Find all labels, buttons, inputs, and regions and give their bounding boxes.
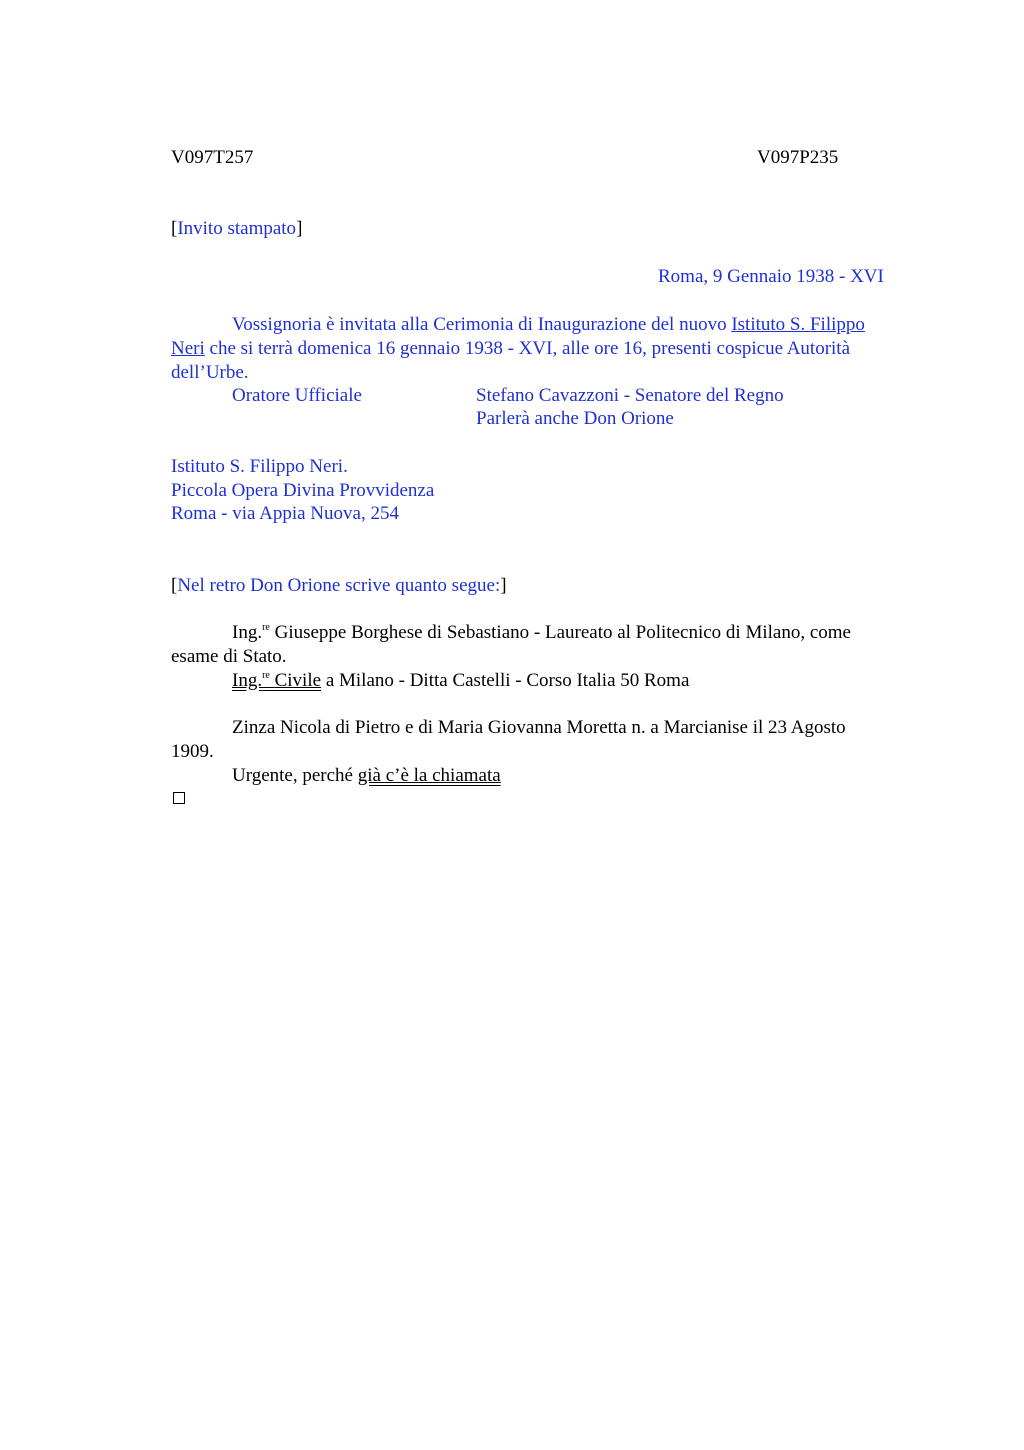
civile-word: Civile: [274, 670, 322, 691]
invite-institute-link-part2: Neri: [171, 338, 205, 359]
also-speaks: Parlerà anche Don Orione: [476, 408, 674, 429]
end-marker-box-icon: [173, 792, 185, 804]
invite-body-line2: [171, 337, 850, 361]
back-label-text: Nel retro Don Orione scrive quanto segue:: [177, 575, 501, 596]
back-line1-rest: Giuseppe Borghese di Sebastiano - Laureato al Politecnico di Milano, come: [269, 622, 851, 643]
invite-body-line3: dell’Urbe.: [171, 362, 249, 383]
back-line6: [232, 764, 501, 788]
address-line1: Istituto S. Filippo Neri.: [171, 456, 348, 477]
back-line1: [232, 621, 851, 645]
invite-body-line1-pre: Vossignoria è invitata alla Cerimonia di Inaugurazione del nuovo: [232, 314, 732, 335]
back-line2: esame di Stato.: [171, 646, 287, 667]
address-line2: Piccola Opera Divina Provvidenza: [171, 480, 435, 501]
back-line4: Zinza Nicola di Pietro e di Maria Giovanna Moretta n. a Marcianise il 23 Agosto: [232, 717, 846, 738]
orator-name: Stefano Cavazzoni - Senatore del Regno: [476, 385, 784, 406]
left-code: V097T257: [171, 147, 254, 168]
ing-civile-underlined: [232, 670, 321, 691]
right-code: V097P235: [757, 147, 839, 168]
invite-institute-link-part1: Istituto S. Filippo: [731, 314, 865, 335]
back-line5: 1909.: [171, 741, 214, 762]
ing-sup: re: [262, 622, 270, 633]
address-line3: Roma - via Appia Nuova, 254: [171, 503, 399, 524]
invite-body-line1: [232, 313, 865, 337]
back-line3: [232, 669, 689, 693]
invite-date: Roma, 9 Gennaio 1938 - XVI: [658, 266, 884, 287]
invite-label-text: Invito stampato: [177, 218, 297, 239]
back-line6-underlined: già c’è la chiamata: [357, 765, 501, 786]
back-line6-pre: Urgente, perché: [232, 765, 358, 786]
orator-label: Oratore Ufficiale: [232, 385, 362, 406]
invite-body-line2-post: che si terrà domenica 16 gennaio 1938 - XVI, alle ore 16, presenti cospicue Autorità: [204, 338, 851, 359]
ing-sup-2: re: [262, 670, 270, 681]
back-line3-rest: a Milano - Ditta Castelli - Corso Italia 50 Roma: [321, 670, 690, 691]
invite-label: [Invito stampato]: [171, 218, 303, 239]
ing-abbr-2: Ing.: [232, 670, 263, 691]
ing-abbr: Ing.: [232, 622, 263, 643]
back-label: [Nel retro Don Orione scrive quanto segue:]: [171, 575, 507, 596]
